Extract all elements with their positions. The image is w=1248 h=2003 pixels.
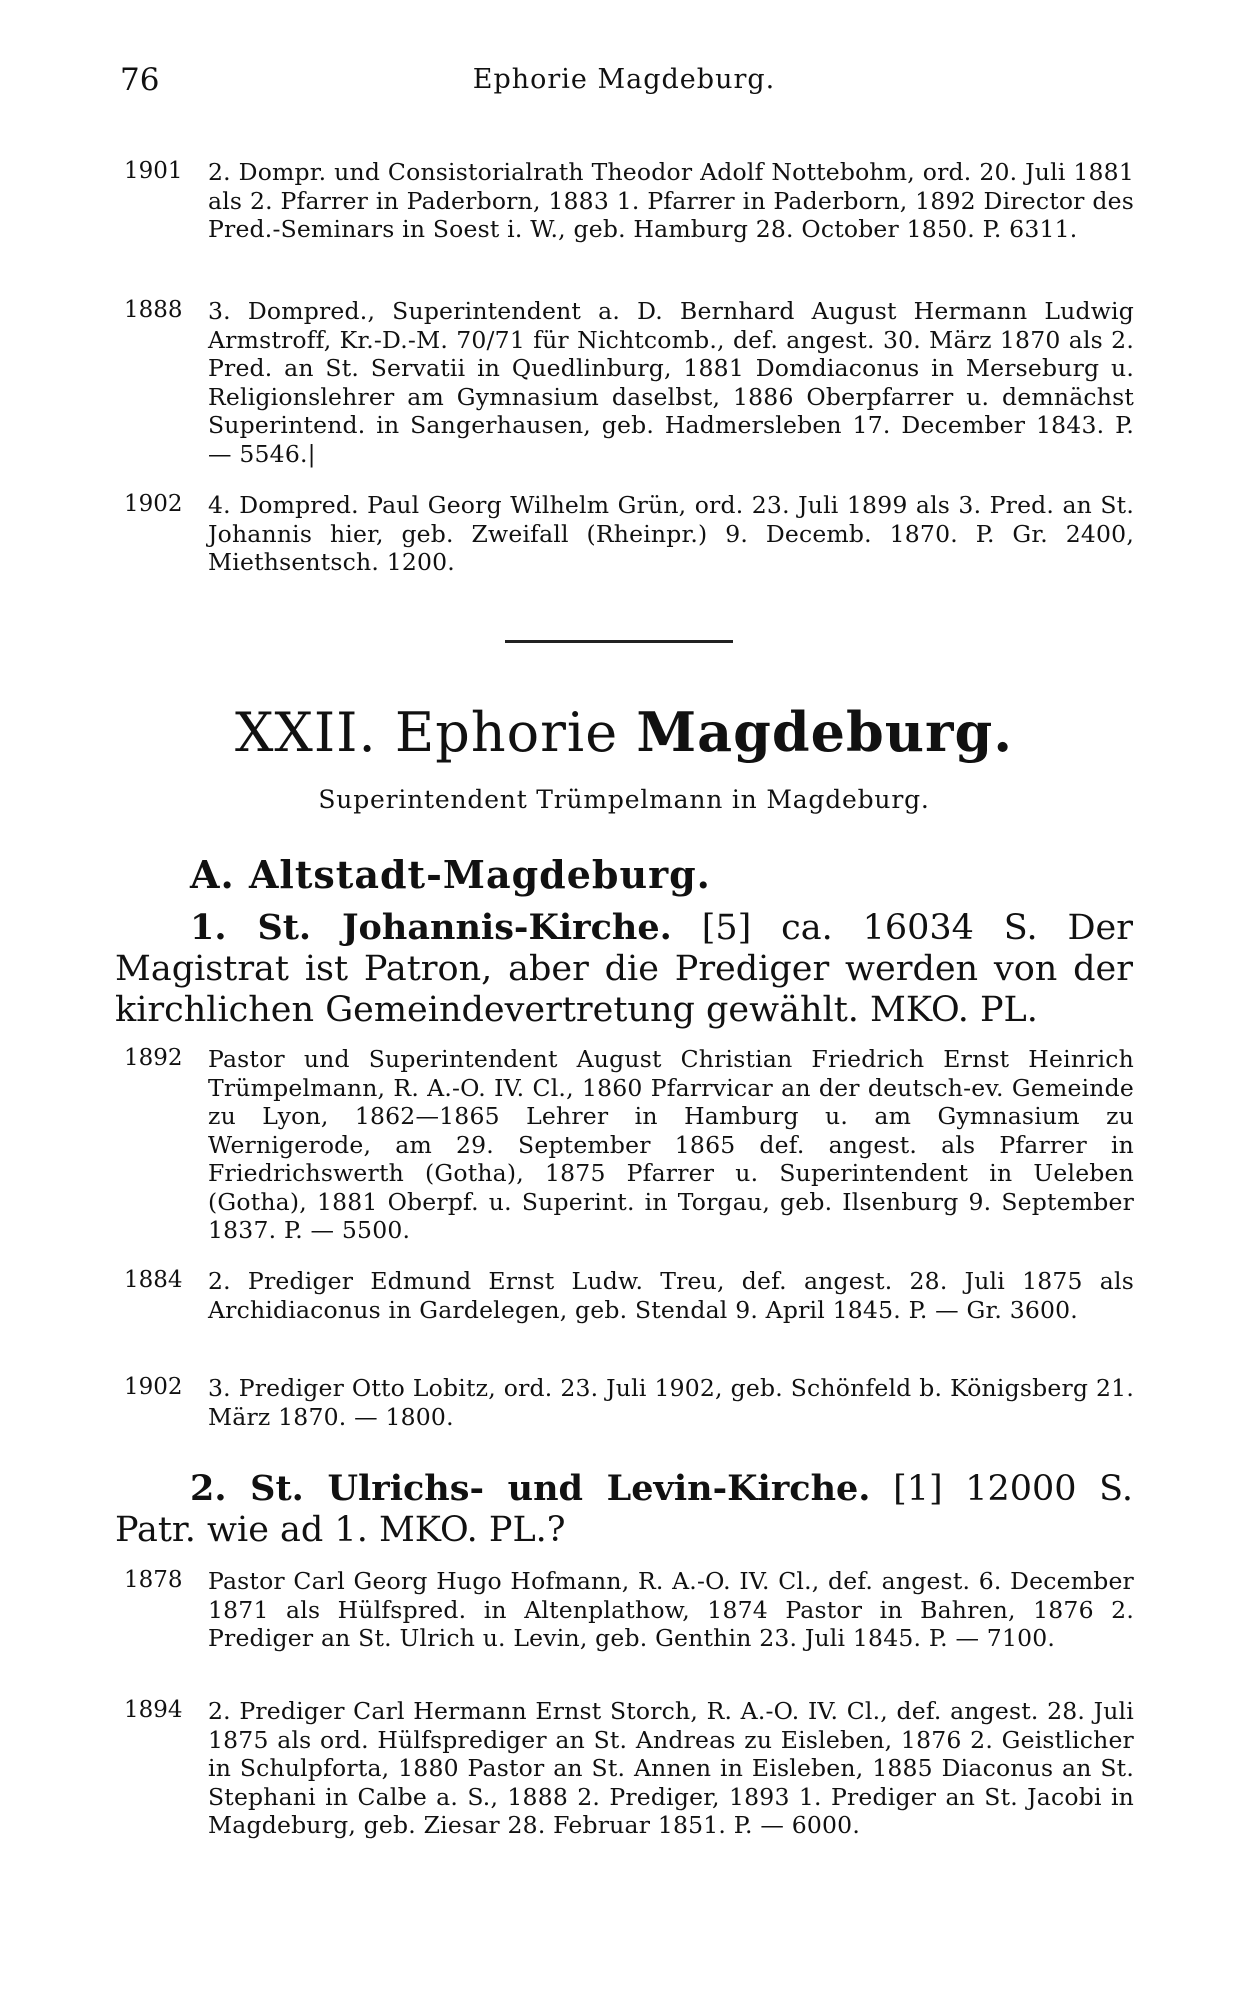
entry-text: 4. Dompred. Paul Georg Wilhelm Grün, ord. 23. Juli 1899 als 3. Pred. an St. Johannis hier, geb. Zweifall (Rheinpr.) 9. Decemb. 1870. P. Gr. 2400, Miethsentsch. 1200.: [208, 491, 1134, 576]
section-title-main: Magdeburg.: [636, 700, 1014, 764]
church-name: 2. St. Ulrichs- und Levin-Kirche.: [190, 1468, 871, 1509]
entry-year: 1888: [124, 297, 183, 323]
section-title-prefix: XXII. Ephorie: [234, 701, 619, 764]
entry-year: 1884: [124, 1267, 183, 1293]
entry-1888-armstroff: [124, 297, 1134, 468]
section-title: [0, 700, 1248, 764]
section-divider: [505, 640, 733, 643]
entry-text: 3. Prediger Otto Lobitz, ord. 23. Juli 1902, geb. Schönfeld b. Königsberg 21. März 1870. — 1800.: [208, 1374, 1134, 1431]
entry-text: 2. Dompr. und Consistorialrath Theodor Adolf Nottebohm, ord. 20. Juli 1881 als 2. Pfarrer in Paderborn, 1883 1. Pfarrer in Paderborn, 1892 Director des Pred.-Seminars in Soest i. W., geb. Hamburg 28. October 1850. P. 6311.: [208, 158, 1134, 243]
entry-year: 1902: [124, 491, 183, 517]
entry-1884-treu: [124, 1267, 1134, 1324]
entry-year: 1901: [124, 158, 183, 184]
entry-1878-hofmann: [124, 1567, 1134, 1653]
page-number: 76: [120, 62, 160, 98]
entry-year: 1878: [124, 1567, 183, 1593]
entry-text: 2. Prediger Carl Hermann Ernst Storch, R. A.-O. IV. Cl., def. angest. 28. Juli 1875 als ord. Hülfsprediger an St. Andreas zu Eisleben, 1876 2. Geistlicher in Schulpforta, 1880 Pastor an St. Annen in Eisleben, 1885 Diaconus an St. Stephani in Calbe a. S., 1888 2. Prediger, 1893 1. Prediger an St. Jacobi in Magdeburg, geb. Ziesar 28. Februar 1851. P. — 6000.: [208, 1697, 1134, 1839]
entry-1902-gruen: [124, 491, 1134, 577]
church-heading-st-johannis: [115, 907, 1133, 1031]
running-head: Ephorie Magdeburg.: [472, 64, 776, 95]
church-description: [1] 12000 S. Patr. wie ad 1. MKO. PL.?: [115, 1469, 1133, 1550]
entry-1894-storch: [124, 1697, 1134, 1840]
entry-1902-lobitz: [124, 1374, 1134, 1431]
entry-1892-truempelmann: [124, 1045, 1134, 1245]
entry-year: 1892: [124, 1045, 183, 1071]
entry-text: Pastor und Superintendent August Christian Friedrich Ernst Heinrich Trümpelmann, R. A.-O. IV. Cl., 1860 Pfarrvicar an der deutsch-ev. Gemeinde zu Lyon, 1862—1865 Lehrer in Hamburg u. am Gymnasium zu Wernigerode, am 29. September 1865 def. angest. als Pfarrer in Friedrichswerth (Gotha), 1875 Pfarrer u. Superintendent in Ueleben (Gotha), 1881 Oberpf. u. Superint. in Torgau, geb. Ilsenburg 9. September 1837. P. — 5500.: [208, 1045, 1134, 1244]
entry-text: 2. Prediger Edmund Ernst Ludw. Treu, def. angest. 28. Juli 1875 als Archidiaconus in Gardelegen, geb. Stendal 9. April 1845. P. — Gr. 3600.: [208, 1267, 1134, 1324]
entry-year: 1894: [124, 1697, 183, 1723]
entry-text: Pastor Carl Georg Hugo Hofmann, R. A.-O. IV. Cl., def. angest. 6. December 1871 als Hülfspred. in Altenplathow, 1874 Pastor in Bahren, 1876 2. Prediger an St. Ulrich u. Levin, geb. Genthin 23. Juli 1845. P. — 7100.: [208, 1567, 1134, 1652]
church-heading-st-ulrichs: [115, 1468, 1133, 1551]
entry-1901-nottebohm: [124, 158, 1134, 244]
entry-text: 3. Dompred., Superintendent a. D. Bernhard August Hermann Ludwig Armstroff, Kr.-D.-M. 70/71 für Nichtcomb., def. angest. 30. März 1870 als 2. Pred. an St. Servatii in Quedlinburg, 1881 Domdiaconus in Merseburg u. Religionslehrer am Gymnasium daselbst, 1886 Oberpfarrer u. demnächst Superintend. in Sangerhausen, geb. Hadmersleben 17. December 1843. P. — 5546.|: [208, 297, 1134, 468]
subsection-heading: A. Altstadt-Magdeburg.: [190, 852, 711, 897]
church-description: [5] ca. 16034 S. Der Magistrat ist Patron, aber die Prediger werden von der kirchlichen Gemeindevertretung gewählt. MKO. PL.: [115, 908, 1133, 1030]
church-name: 1. St. Johannis-Kirche.: [190, 907, 672, 948]
superintendent-line: Superintendent Trümpelmann in Magdeburg.: [318, 785, 930, 814]
entry-year: 1902: [124, 1374, 183, 1400]
